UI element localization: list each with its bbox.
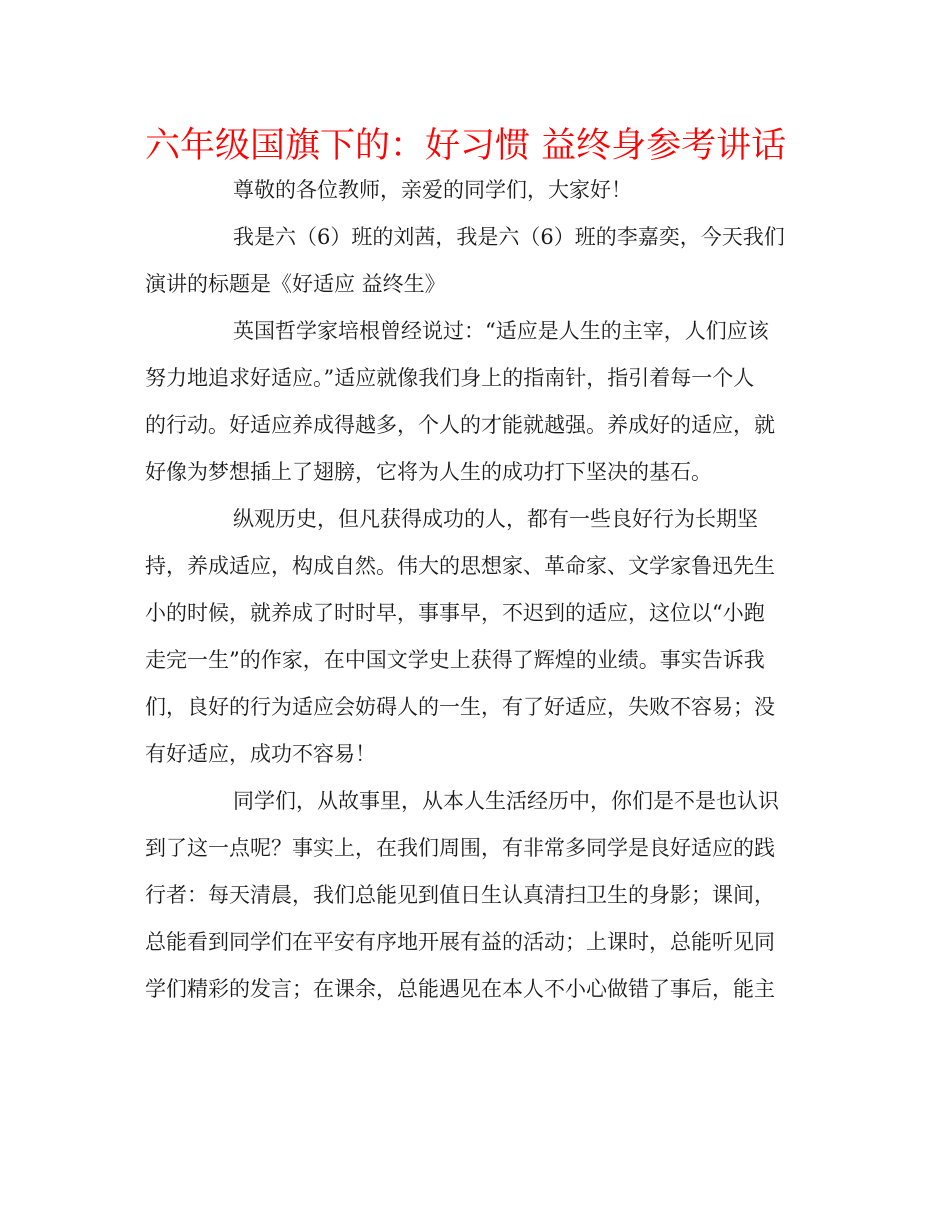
- paragraph-greeting: [145, 167, 805, 214]
- document-title: 六年级国旗下的：好习惯 益终身参考讲话: [145, 126, 787, 166]
- paragraph-line: 有好适应，成功不容易！: [145, 742, 376, 766]
- paragraph-classmates: [145, 778, 805, 1013]
- paragraph-line: 纵观历史，但凡获得成功的人，都有一些良好行为长期坚: [233, 507, 758, 531]
- paragraph-line: 好像为梦想插上了翅膀，它将为人生的成功打下坚决的基石。: [145, 460, 712, 484]
- paragraph-line: 持，养成适应，构成自然。伟大的思想家、革命家、文学家鲁迅先生: [145, 554, 775, 578]
- paragraph-line: 演讲的标题是《好适应 益终生》: [145, 272, 446, 296]
- paragraph-line: 我是六（6）班的刘茜，我是六（6）班的李嘉奕，今天我们: [233, 225, 785, 249]
- paragraph-line: 总能看到同学们在平安有序地开展有益的活动；上课时，总能听见同: [145, 930, 775, 954]
- paragraph-line: 英国哲学家培根曾经说过：“适应是人生的主宰，人们应该: [233, 319, 769, 343]
- paragraph-introduction: [145, 214, 805, 308]
- paragraph-line: 们，良好的行为适应会妨碍人的一生，有了好适应，失败不容易；没: [145, 695, 775, 719]
- paragraph-line: 到了这一点呢？事实上，在我们周围，有非常多同学是良好适应的践: [145, 836, 775, 860]
- document-body: [145, 167, 805, 1013]
- paragraph-line: 小的时候，就养成了时时早，事事早，不迟到的适应，这位以“小跑: [145, 601, 765, 625]
- paragraph-line: 尊敬的各位教师，亲爱的同学们，大家好！: [233, 178, 632, 202]
- paragraph-line: 学们精彩的发言；在课余，总能遇见在本人不小心做错了事后，能主: [145, 977, 775, 1001]
- paragraph-line: 同学们，从故事里，从本人生活经历中，你们是不是也认识: [233, 789, 779, 813]
- paragraph-bacon-quote: [145, 308, 805, 496]
- paragraph-history: [145, 496, 805, 778]
- paragraph-line: 走完一生”的作家，在中国文学史上获得了辉煌的业绩。事实告诉我: [145, 648, 765, 672]
- paragraph-line: 努力地追求好适应。”适应就像我们身上的指南针，指引着每一个人: [145, 366, 755, 390]
- paragraph-line: 行者：每天清晨，我们总能见到值日生认真清扫卫生的身影；课间，: [145, 883, 775, 907]
- paragraph-line: 的行动。好适应养成得越多，个人的才能就越强。养成好的适应，就: [145, 413, 775, 437]
